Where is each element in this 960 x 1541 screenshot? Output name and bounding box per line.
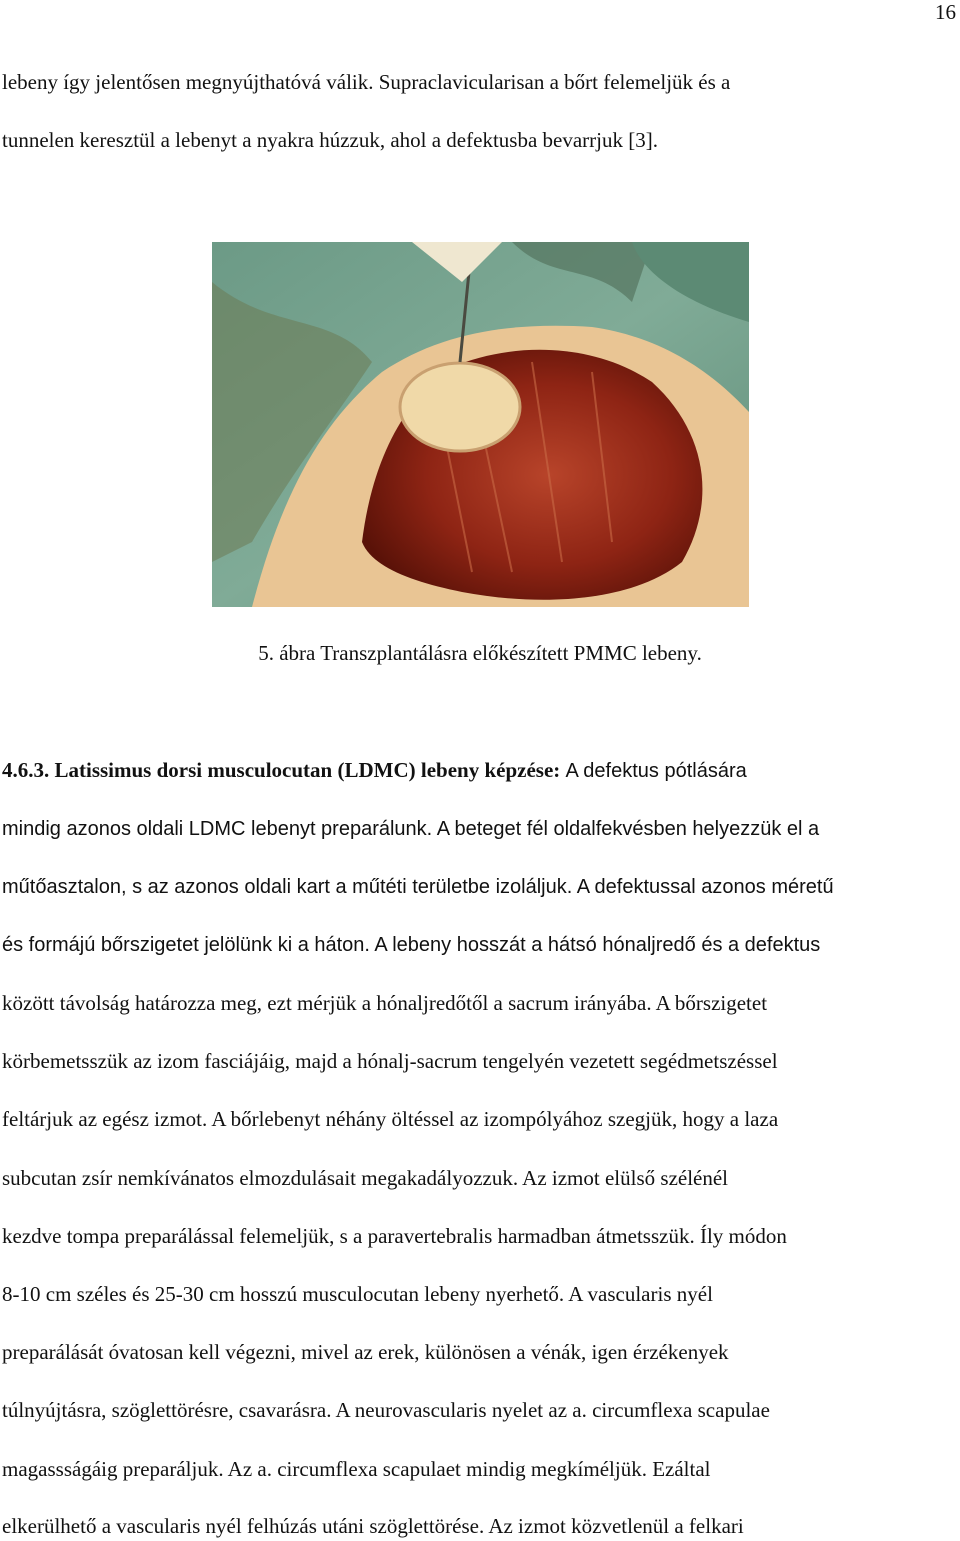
section-heading-line xyxy=(2,756,747,785)
figure-caption: 5. ábra Transzplantálásra előkészített PMMC lebeny. xyxy=(258,641,702,665)
body-text-line: subcutan zsír nemkívánatos elmozdulásait megakadályozzuk. Az izmot elülső szélénél xyxy=(2,1166,729,1190)
body-text-line: műtőasztalon, s az azonos oldali kart a műtéti területbe izoláljuk. A defektussal azonos méretű xyxy=(2,876,834,898)
body-text-line: mindig azonos oldali LDMC lebenyt preparálunk. A beteget fél oldalfekvésben helyezzük el a xyxy=(2,818,820,840)
body-text-line: elkerülhető a vascularis nyél felhúzás utáni szöglettörése. Az izmot közvetlenül a felkari xyxy=(2,1514,744,1538)
surgical-photo xyxy=(212,242,749,607)
body-text-line: körbemetsszük az izom fasciájáig, majd a hónalj-sacrum tengelyén vezetett segédmetszéssel xyxy=(2,1049,778,1073)
body-text-line: feltárjuk az egész izmot. A bőrlebenyt néhány öltéssel az izompólyához szegjük, hogy a laza xyxy=(2,1107,779,1131)
body-text-line: között távolság határozza meg, ezt mérjük a hónaljredőtől a sacrum irányába. A bőrszigetet xyxy=(2,991,768,1015)
body-text-line: tunnelen keresztül a lebenyt a nyakra húzzuk, ahol a defektusba bevarrjuk [3]. xyxy=(2,128,658,152)
body-text-line: és formájú bőrszigetet jelölünk ki a háton. A lebeny hosszát a hátsó hónaljredő és a defektus xyxy=(2,934,821,956)
section-number: 4.6.3. xyxy=(2,758,50,782)
body-text-line: kezdve tompa preparálással felemeljük, s a paravertebralis harmadban átmetsszük. Íly módon xyxy=(2,1224,787,1248)
body-text-line: magassságáig preparáljuk. Az a. circumflexa scapulaet mindig megkíméljük. Ezáltal xyxy=(2,1457,711,1481)
section-first-line: A defektus pótlására xyxy=(565,760,747,782)
body-text-line: 8-10 cm széles és 25-30 cm hosszú musculocutan lebeny nyerhető. A vascularis nyél xyxy=(2,1282,713,1306)
section-title: Latissimus dorsi musculocutan (LDMC) lebeny képzése: xyxy=(54,758,561,782)
body-text-line: túlnyújtásra, szöglettörésre, csavarásra. A neurovascularis nyelet az a. circumflexa scapulae xyxy=(2,1398,770,1422)
page-number: 16 xyxy=(935,0,956,24)
body-text-line: lebeny így jelentősen megnyújthatóvá válik. Supraclavicularisan a bőrt felemeljük és a xyxy=(2,70,731,94)
body-text-line: preparálását óvatosan kell végezni, mivel az erek, különösen a vénák, igen érzékenyek xyxy=(2,1340,729,1364)
